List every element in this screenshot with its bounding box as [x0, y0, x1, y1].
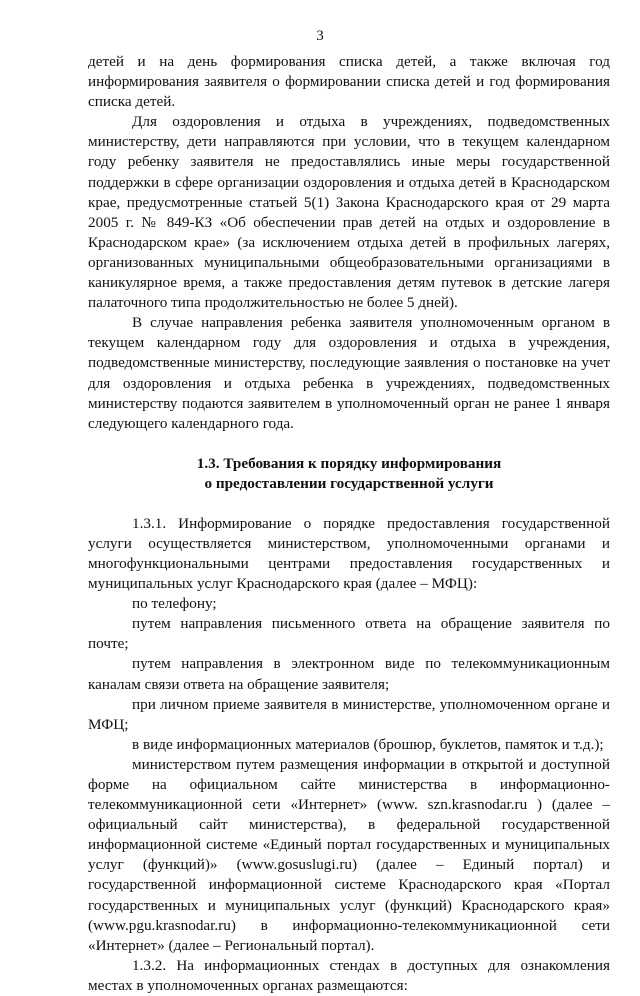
list-item-materials: в виде информационных материалов (брошюр, буклетов, памяток и т.д.);: [132, 735, 604, 753]
document-body: [88, 52, 610, 996]
section-heading: [88, 454, 610, 494]
paragraph-continuation: детей и на день формирования списка детей, а также включая год информирования заявителя о формировании списка детей и год формирования списка детей.: [88, 53, 610, 111]
page-number: 3: [316, 28, 324, 44]
paragraph-1-3-1: 1.3.1. Информирование о порядке предоставления государственной услуги осуществляется министерством, уполномоченными органами и многофункциональными центрами предоставления государственных и муниципальных услуг Краснодарского края (далее – МФЦ):: [88, 514, 610, 593]
section-heading-line2: о предоставлении государственной услуги: [204, 474, 494, 492]
section-heading-line1: 1.3. Требования к порядку информирования: [196, 454, 502, 472]
list-item-personal: при личном приеме заявителя в министерстве, уполномоченном органе и МФЦ;: [88, 695, 610, 733]
list-item-electronic: путем направления в электронном виде по телекоммуникационным каналам связи ответа на обращение заявителя;: [88, 655, 610, 693]
list-item-phone: по телефону;: [132, 595, 217, 613]
paragraph-health-conditions: Для оздоровления и отдыха в учреждениях, подведомственных министерству, дети направляются при условии, что в текущем календарном году ребенку заявителя не предоставлялись иные меры государственной поддержки в сфере организации оздоровления и отдыха детей в Краснодарском крае, предусмотренные статьей 5(1) Закона Краснодарского края от 29 марта 2005 г. № 849-КЗ «Об обеспечении прав детей на отдых и оздоровление в Краснодарском крае» (за исключением отдыха детей в профильных лагерях, организованных муниципальными общеобразовательными организациями в каникулярное время, а также предоставления детям путевок в детские лагеря палаточного типа продолжительностью не более 5 дней).: [88, 113, 610, 312]
list-item-internet: министерством путем размещения информации в открытой и доступной форме на официальном сайте министерства в информационно-телекоммуникационной сети «Интернет» (www. szn.krasnodar.ru ) (далее – официальный сайт министерства), в федеральной государственной информационной системе «Единый портал государственных и муниципальных услуг (функций)» (www.gosuslugi.ru) (далее – Единый портал) и государственной информационной системе Краснодарского края «Портал государственных и муниципальных услуг (функций) Краснодарского края» (www.pgu.krasnodar.ru) в информационно-телекоммуникационной сети «Интернет» (далее – Региональный портал).: [88, 755, 610, 954]
list-item-mail: путем направления письменного ответа на обращение заявителя по почте;: [88, 615, 610, 653]
paragraph-1-3-2: 1.3.2. На информационных стендах в доступных для ознакомления местах в уполномоченных органах размещаются:: [88, 956, 610, 994]
paragraph-repeat-application: В случае направления ребенка заявителя уполномоченным органом в текущем календарном году для оздоровления и отдыха в учреждения, подведомственные министерству, последующие заявления о постановке на учет для оздоровления и отдыха ребенка в учреждениях, подведомственных министерству подаются заявителем в уполномоченный орган не ранее 1 января следующего календарного года.: [88, 314, 610, 432]
